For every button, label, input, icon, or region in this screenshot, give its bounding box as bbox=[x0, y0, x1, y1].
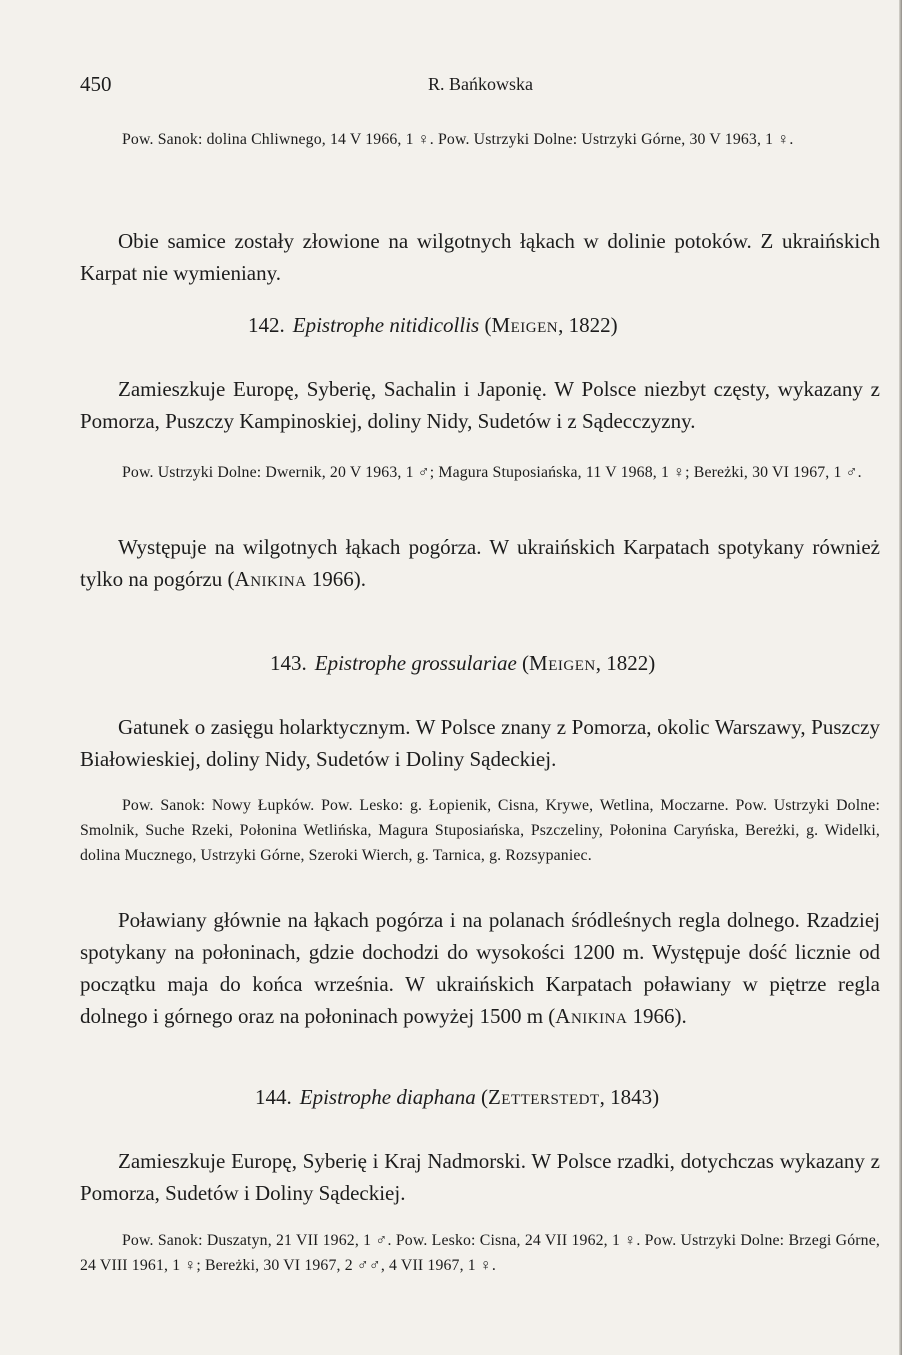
records-paragraph: Pow. Ustrzyki Dolne: Dwernik, 20 V 1963, 1 ♂; Magura Stuposiańska, 11 V 1968, 1 ♀; Bereżki, 30 VI 1967, 1 ♂. bbox=[122, 464, 862, 481]
page-number: 450 bbox=[80, 72, 112, 96]
ecology-text: Poławiany głównie na łąkach pogórza i na polanach śródleśnych regla dolnego. Rzadziej spotykany na połoninach, gdzie dochodzi do wysokości 1200 m. Występuje dość licznie od początku maja do końca września. W ukraińskich Karpatach poławiany w piętrze regla dolnego i górnego oraz na połoninach powyżej 1500 m ( bbox=[80, 908, 880, 1028]
species-author: Meigen bbox=[491, 313, 559, 337]
body-paragraph: Obie samice zostały złowione na wilgotnych łąkach w dolinie potoków. Z ukraińskich Karpat nie wymieniany. bbox=[80, 229, 880, 285]
citation-author: Anikina bbox=[555, 1004, 628, 1028]
ecology-paragraph bbox=[80, 904, 880, 1032]
species-author: Zetterstedt bbox=[487, 1085, 600, 1109]
ecology-text: Występuje na wilgotnych łąkach pogórza. W ukraińskich Karpatach spotykany również tylko na pogórzu ( bbox=[80, 535, 880, 591]
species-year: 1843) bbox=[610, 1085, 660, 1109]
species-number: 142. bbox=[248, 313, 285, 337]
species-name: Epistrophe nitidicollis bbox=[292, 313, 480, 337]
distribution-paragraph: Zamieszkuje Europę, Syberię, Sachalin i Japonię. W Polsce niezbyt częsty, wykazany z Pomorza, Puszczy Kampinoskiej, doliny Nidy, Sudetów i z Sądecczyzny. bbox=[80, 377, 880, 433]
records-paragraph: Pow. Sanok: Nowy Łupków. Pow. Lesko: g. Łopienik, Cisna, Krywe, Wetlina, Moczarne. Pow. Ustrzyki Dolne: Smolnik, Suche Rzeki, Połonina Wetlińska, Magura Stuposiańska, Pszczeliny, Połonina Caryńska, Bereżki, g. Widelki, dolina Mucznego, Ustrzyki Górne, Szeroki Wierch, g. Tarnica, g. Rozsypaniec. bbox=[80, 797, 880, 864]
citation-author: Anikina bbox=[234, 567, 307, 591]
species-heading: 143. Epistrophe grossulariae (Meigen, 1822) bbox=[270, 651, 656, 675]
species-heading: 142. Epistrophe nitidicollis (Meigen, 1822) bbox=[248, 313, 618, 337]
species-year: 1822) bbox=[568, 313, 618, 337]
species-number: 143. bbox=[270, 651, 307, 675]
distribution-paragraph: Zamieszkuje Europę, Syberię i Kraj Nadmorski. W Polsce rzadki, dotychczas wykazany z Pomorza, Sudetów i Doliny Sądeckiej. bbox=[80, 1149, 880, 1205]
species-heading: 144. Epistrophe diaphana (Zetterstedt, 1843) bbox=[255, 1085, 660, 1109]
distribution-paragraph: Gatunek o zasięgu holarktycznym. W Polsce znany z Pomorza, okolic Warszawy, Puszczy Białowieskiej, doliny Nidy, Sudetów i Doliny Sądeckiej. bbox=[80, 715, 880, 771]
records-paragraph: Pow. Sanok: Duszatyn, 21 VII 1962, 1 ♂. Pow. Lesko: Cisna, 24 VII 1962, 1 ♀. Pow. Ustrzyki Dolne: Brzegi Górne, 24 VIII 1961, 1 ♀; Bereżki, 30 VI 1967, 2 ♂♂, 4 VII 1967, 1 ♀. bbox=[80, 1232, 880, 1274]
page-header bbox=[80, 72, 880, 102]
citation-year: 1966). bbox=[306, 567, 367, 591]
species-author: Meigen bbox=[529, 651, 596, 675]
species-name: Epistrophe grossulariae bbox=[314, 651, 517, 675]
citation-year: 1966). bbox=[627, 1004, 687, 1028]
ecology-paragraph bbox=[80, 531, 880, 595]
records-paragraph: Pow. Sanok: dolina Chliwnego, 14 V 1966, 1 ♀. Pow. Ustrzyki Dolne: Ustrzyki Górne, 30 V 1963, 1 ♀. bbox=[122, 131, 794, 148]
species-year: 1822) bbox=[606, 651, 656, 675]
running-head: R. Bańkowska bbox=[428, 74, 533, 94]
species-number: 144. bbox=[255, 1085, 292, 1109]
species-name: Epistrophe diaphana bbox=[299, 1085, 476, 1109]
